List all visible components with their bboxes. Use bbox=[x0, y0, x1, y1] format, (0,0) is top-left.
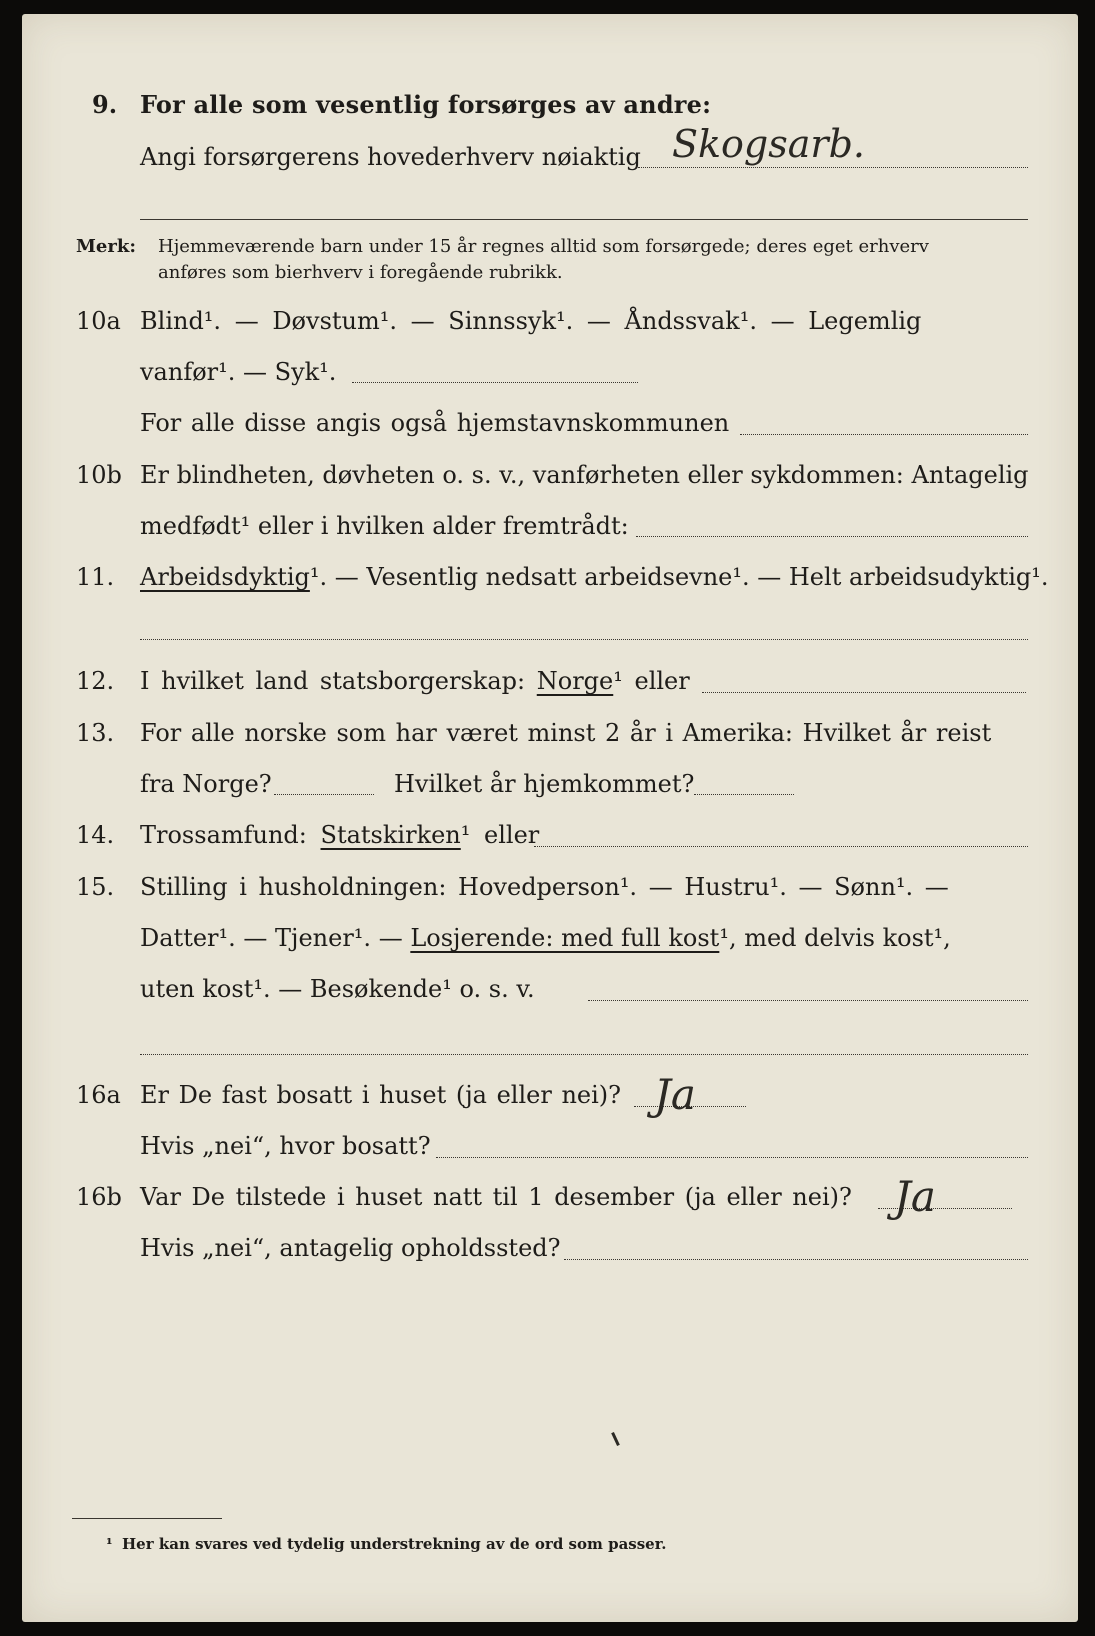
q13-hjemkommet-line bbox=[694, 794, 794, 795]
q15-line1: Stilling i husholdningen: Hovedperson¹. — Hustru¹. — Sønn¹. — bbox=[140, 873, 949, 901]
q12-post: ¹ eller bbox=[613, 667, 690, 695]
q10a-number: 10a bbox=[76, 307, 121, 335]
q10a-hjemstavn-line bbox=[740, 434, 1028, 435]
q15-line2a: Datter¹. — Tjener¹. — bbox=[140, 924, 403, 952]
q10a-line1: Blind¹. — Døvstum¹. — Sinnssyk¹. — Åndssvak¹. — Legemlig bbox=[140, 307, 922, 335]
q16b-number: 16b bbox=[76, 1183, 122, 1211]
pen-mark bbox=[611, 1432, 620, 1446]
q15-answer-line bbox=[588, 1000, 1028, 1001]
q15-option-losjerende-full-kost: Losjerende: med full kost bbox=[410, 924, 720, 952]
q14-answer-line bbox=[534, 846, 1028, 847]
q12-line bbox=[140, 666, 690, 696]
q12-option-norge: Norge bbox=[536, 667, 614, 695]
q16a-bosatt-line bbox=[436, 1157, 1028, 1158]
footnote-text: Her kan svares ved tydelig understrekning av de ord som passer. bbox=[122, 1535, 667, 1553]
merk-label: Merk: bbox=[76, 236, 136, 257]
q10b-number: 10b bbox=[76, 461, 122, 489]
q10a-answer-line bbox=[352, 382, 638, 383]
q9-line1: For alle som vesentlig forsørges av andre: bbox=[140, 90, 712, 119]
q16b-opholdssted-line bbox=[564, 1259, 1028, 1260]
q12-answer-line bbox=[702, 692, 1026, 693]
q9-answer-line bbox=[638, 167, 1028, 168]
q9-line2: Angi forsørgerens hovederhverv nøiaktig bbox=[140, 143, 641, 171]
q13-line2a: fra Norge? bbox=[140, 770, 272, 798]
q11-option-arbeidsdyktig: Arbeidsdyktig bbox=[140, 563, 310, 591]
q11-line bbox=[140, 562, 1049, 592]
q10b-line1: Er blindheten, døvheten o. s. v., vanførheten eller sykdommen: Antagelig bbox=[140, 461, 1029, 489]
q16a-line1: Er De fast bosatt i huset (ja eller nei)? bbox=[140, 1081, 622, 1109]
q9-answer: Skogsarb. bbox=[672, 122, 865, 166]
q16a-answer: Ja bbox=[654, 1070, 696, 1119]
q16b-answer: Ja bbox=[894, 1172, 936, 1221]
q14-pre: Trossamfund: bbox=[140, 821, 307, 849]
q10a-line3: For alle disse angis også hjemstavnskommunen bbox=[140, 409, 730, 437]
q15-number: 15. bbox=[76, 873, 115, 901]
merk-line1: Hjemmeværende barn under 15 år regnes alltid som forsørgede; deres eget erhverv bbox=[158, 236, 929, 257]
q11-answer-line bbox=[140, 639, 1028, 640]
q13-line1: For alle norske som har været minst 2 år i Amerika: Hvilket år reist bbox=[140, 719, 992, 747]
q10a-line2: vanfør¹. — Syk¹. bbox=[140, 358, 337, 386]
q15-line2 bbox=[140, 923, 951, 953]
footnote-mark: ¹ bbox=[106, 1535, 113, 1553]
q14-line bbox=[140, 820, 539, 850]
q16b-line1: Var De tilstede i huset natt til 1 desember (ja eller nei)? bbox=[140, 1183, 852, 1211]
q10b-answer-line bbox=[636, 536, 1028, 537]
q13-number: 13. bbox=[76, 719, 115, 747]
q13-line2b: Hvilket år hjemkommet? bbox=[394, 770, 695, 798]
q16a-number: 16a bbox=[76, 1081, 121, 1109]
form-page bbox=[22, 14, 1078, 1622]
q16b-line2: Hvis „nei“, antagelig opholdssted? bbox=[140, 1234, 561, 1262]
footnote-rule bbox=[72, 1518, 222, 1519]
q9-separator bbox=[140, 219, 1028, 220]
q12-pre: I hvilket land statsborgerskap: bbox=[140, 667, 526, 695]
q10b-line2: medfødt¹ eller i hvilken alder fremtrådt: bbox=[140, 512, 629, 540]
q14-post: ¹ eller bbox=[460, 821, 540, 849]
q13-reist-line bbox=[274, 794, 374, 795]
q15-line2c: ¹, med delvis kost¹, bbox=[719, 924, 951, 952]
q15-extra-line bbox=[140, 1054, 1028, 1055]
q12-number: 12. bbox=[76, 667, 115, 695]
q11-rest: ¹. — Vesentlig nedsatt arbeidsevne¹. — Helt arbeidsudyktig¹. bbox=[309, 563, 1049, 591]
q11-number: 11. bbox=[76, 563, 115, 591]
q14-option-statskirken: Statskirken bbox=[320, 821, 461, 849]
q15-line3: uten kost¹. — Besøkende¹ o. s. v. bbox=[140, 975, 535, 1003]
q16a-line2: Hvis „nei“, hvor bosatt? bbox=[140, 1132, 431, 1160]
q9-number: 9. bbox=[92, 90, 118, 119]
merk-line2: anføres som bierhverv i foregående rubrikk. bbox=[158, 262, 563, 283]
q14-number: 14. bbox=[76, 821, 115, 849]
